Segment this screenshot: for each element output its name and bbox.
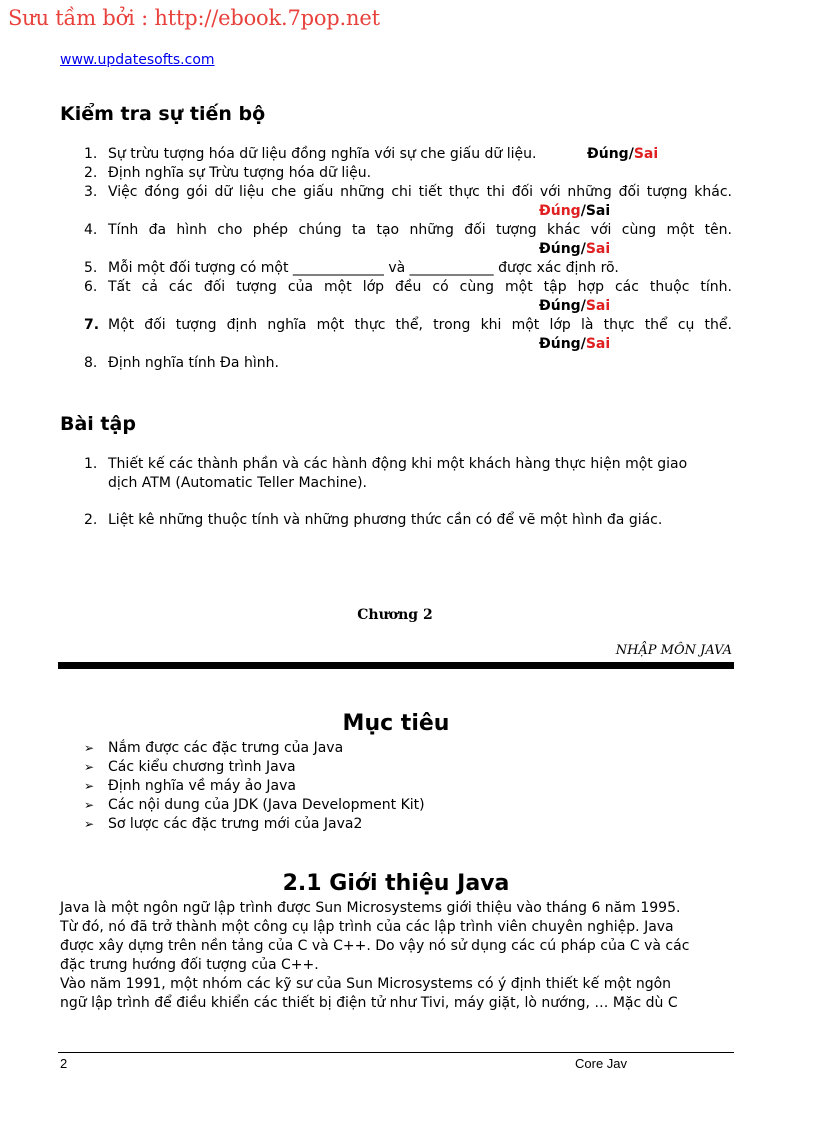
arrow-bullet-icon: ➢ (84, 817, 95, 831)
intro-heading: 2.1 Giới thiệu Java (282, 871, 510, 896)
list-item: ➢ Nắm được các đặc trưng của Java (84, 740, 344, 756)
intro-paragraph: Java là một ngôn ngữ lập trình được Sun Microsystems giới thiệu vào tháng 6 năm 1995. Từ đó, nó đã trở thành một công cụ lập trình của các lập trình viên chuyên nghiệp. Java được xây dựng trên nền tảng của C và C++. Do vậy nó sử dụng các cú pháp của C và các đặc trưng hướng đối tượng của C++. Vào năm 1991, một nhóm các kỹ sư của Sun Microsystems có ý định thiết kế một ngôn ngữ lập trình để điều khiển các thiết bị điện tử như Tivi, máy giặt, lò nướng, … Mặc dù C (60, 900, 690, 1011)
chapter-subtitle: NHẬP MÔN JAVA (615, 643, 732, 658)
arrow-bullet-icon: ➢ (84, 798, 95, 812)
goals-heading: Mục tiêu (342, 711, 450, 736)
list-item: ➢ Các kiểu chương trình Java (84, 759, 296, 775)
arrow-bullet-icon: ➢ (84, 741, 95, 755)
exercises-heading: Bài tập (60, 413, 136, 435)
chapter-divider (58, 662, 734, 669)
watermark-text: Sưu tầm bởi : http://ebook.7pop.net (8, 6, 380, 30)
footer-divider (58, 1052, 734, 1053)
chapter-label: Chương 2 (357, 607, 433, 623)
footer-title: Core Jav (575, 1056, 628, 1071)
arrow-bullet-icon: ➢ (84, 760, 95, 774)
page-number: 2 (60, 1056, 68, 1071)
answer-true-false: Đúng/Sai (539, 298, 611, 314)
arrow-bullet-icon: ➢ (84, 779, 95, 793)
website-link[interactable]: www.updatesofts.com (60, 52, 215, 68)
answer-true-false: Đúng/Sai (539, 336, 611, 352)
list-item: ➢ Sơ lược các đặc trưng mới của Java2 (84, 816, 363, 832)
answer-true-false: Đúng/Sai (539, 203, 611, 219)
answer-true-false: Đúng/Sai (587, 146, 659, 162)
list-item: ➢ Các nội dung của JDK (Java Development Kit) (84, 797, 425, 813)
progress-heading: Kiểm tra sự tiến bộ (60, 103, 266, 125)
answer-true-false: Đúng/Sai (539, 241, 611, 257)
list-item: ➢ Định nghĩa về máy ảo Java (84, 778, 296, 794)
